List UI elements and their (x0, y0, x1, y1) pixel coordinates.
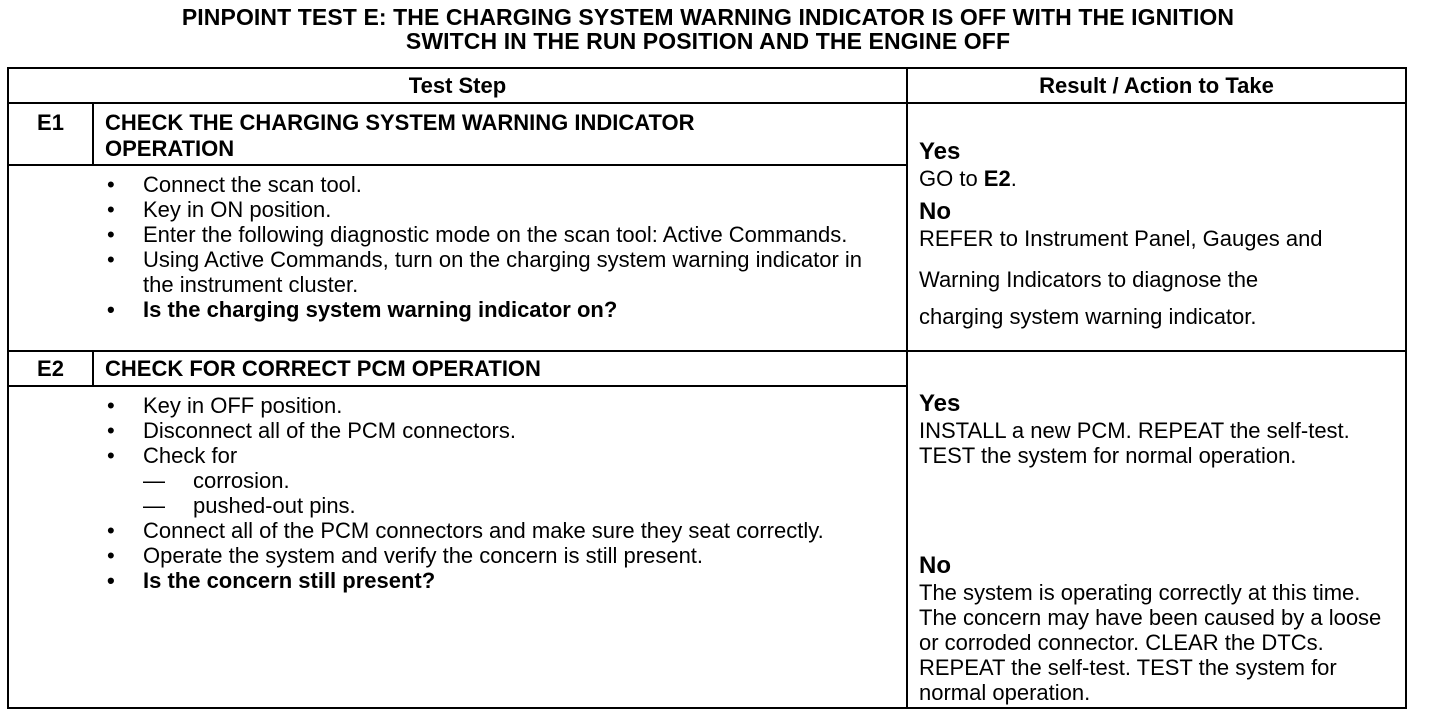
step-title-e1-line1: CHECK THE CHARGING SYSTEM WARNING INDICATOR (105, 110, 695, 135)
list-item: • Enter the following diagnostic mode on the scan tool: Active Commands. (105, 222, 865, 247)
e1-title-divider (9, 164, 906, 166)
e1-yes-text (919, 166, 1399, 191)
step-title-e1-line2: OPERATION (105, 136, 235, 161)
header-result: Result / Action to Take (1039, 73, 1274, 98)
list-item: • Using Active Commands, turn on the charging system warning indicator in the instrument cluster. (105, 247, 865, 297)
column-divider (906, 69, 908, 707)
step-title-e2: CHECK FOR CORRECT PCM OPERATION (105, 356, 541, 381)
e1-e2-divider (9, 350, 1405, 352)
e2-yes-result (919, 390, 1369, 468)
e1-result (919, 138, 1399, 329)
step-id-divider-e1 (92, 104, 94, 166)
list-item: • Key in ON position. (105, 197, 865, 222)
e2-no-text: The system is operating correctly at this time. The concern may have been caused by a loose or corroded connector. CLEAR the DTCs. REPEAT the self-test. TEST the system for normal operation. (919, 580, 1382, 705)
step-id-divider-e2 (92, 352, 94, 387)
header-test-step: Test Step (408, 73, 507, 98)
list-item: • Key in OFF position. (105, 393, 865, 418)
list-item: • Operate the system and verify the concern is still present. (105, 543, 865, 568)
list-item: • Connect the scan tool. (105, 172, 865, 197)
list-item: • Connect all of the PCM connectors and make sure they seat correctly. (105, 518, 865, 543)
e2-no-label: No (919, 552, 951, 579)
e1-yes-label: Yes (919, 138, 961, 165)
header-divider (9, 102, 1405, 104)
e1-no-line2: Warning Indicators to diagnose the (919, 267, 1259, 292)
e1-no-line3: charging system warning indicator. (919, 304, 1257, 329)
e1-yes-text-ref: E2 (983, 166, 1011, 191)
page-title (0, 5, 1416, 53)
e1-no-line1: REFER to Instrument Panel, Gauges and (919, 226, 1323, 251)
e2-yes-label: Yes (919, 390, 961, 417)
e2-no-result (919, 552, 1399, 705)
sub-list-item: — pushed-out pins. (143, 493, 865, 518)
e1-yes-text-suffix: . (1010, 166, 1017, 191)
e2-instructions (105, 393, 865, 593)
e1-no-label: No (919, 198, 951, 225)
sub-list-item: — corrosion. (143, 468, 865, 493)
step-title-e1 (105, 110, 695, 162)
step-id-e1: E1 (37, 110, 64, 135)
e1-no-text (919, 226, 1399, 329)
e1-question: • Is the charging system warning indicator on? (105, 297, 865, 322)
e2-question: • Is the concern still present? (105, 568, 865, 593)
list-item-label: Check for (143, 443, 238, 468)
e2-title-divider (9, 385, 906, 387)
pinpoint-test-table (7, 67, 1407, 709)
title-line-1: PINPOINT TEST E: THE CHARGING SYSTEM WARNING INDICATOR IS OFF WITH THE IGNITION (181, 4, 1235, 30)
e2-yes-text: INSTALL a new PCM. REPEAT the self-test. TEST the system for normal operation. (919, 418, 1350, 468)
list-item (105, 443, 865, 518)
step-id-e2: E2 (37, 356, 64, 381)
title-line-2: SWITCH IN THE RUN POSITION AND THE ENGINE OFF (405, 28, 1011, 54)
list-item: • Disconnect all of the PCM connectors. (105, 418, 865, 443)
e2-sub-list (143, 468, 865, 518)
e1-instructions (105, 172, 865, 322)
e1-yes-text-prefix: GO to (919, 166, 984, 191)
